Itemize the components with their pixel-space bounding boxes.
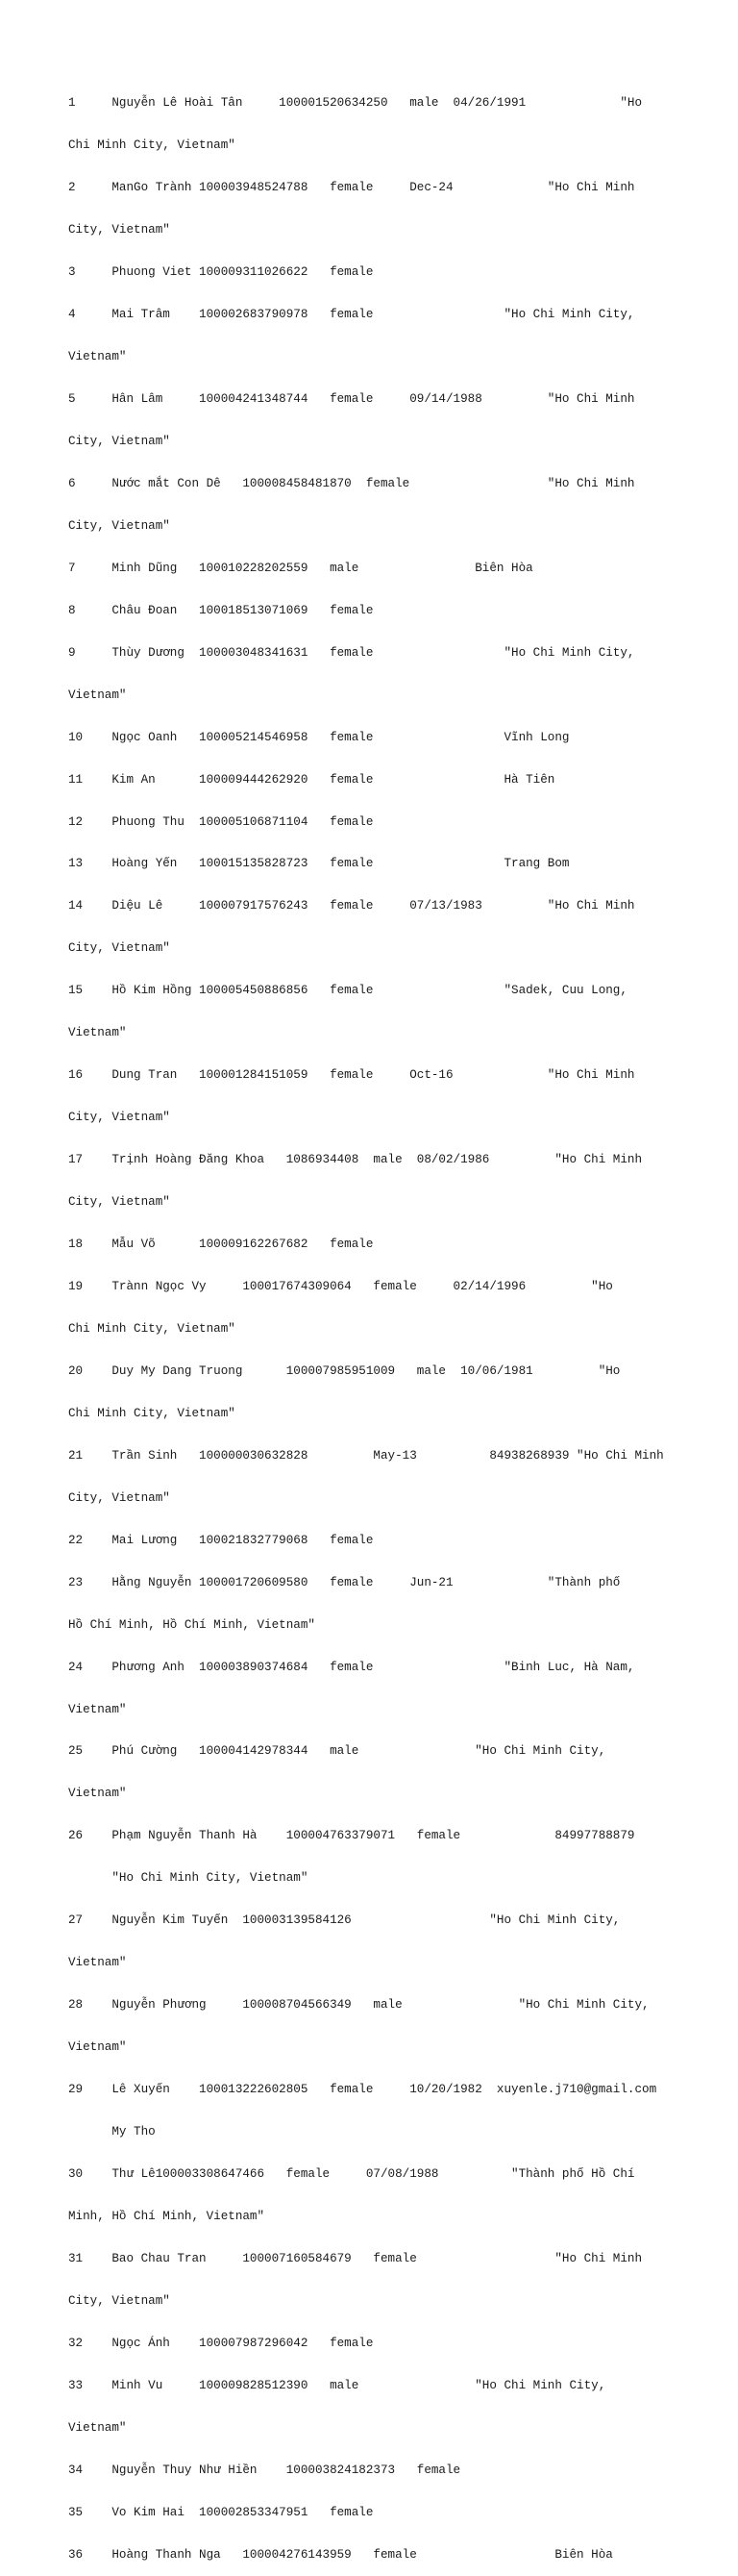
text-line: 34 Nguyễn Thuy Như Hiền 100003824182373 female	[68, 2463, 461, 2477]
text-line: 4 Mai Trâm 100002683790978 female "Ho Chi Minh City,	[68, 308, 635, 322]
text-line: City, Vietnam"	[68, 223, 170, 238]
text-line: 23 Hằng Nguyễn 100001720609580 female Jun-21 "Thành phố	[68, 1575, 621, 1589]
text-line: 11 Kim An 100009444262920 female Hà Tiên	[68, 772, 555, 787]
text-line: Vietnam"	[68, 1702, 127, 1716]
text-line: 6 Nước mắt Con Dê 100008458481870 female "Ho Chi Minh	[68, 476, 635, 490]
text-line: 18 Mẫu Võ 100009162267682 female	[68, 1238, 374, 1252]
text-line: Vietnam"	[68, 2420, 127, 2435]
text-line: 31 Bao Chau Tran 100007160584679 female "Ho Chi Minh	[68, 2251, 643, 2265]
text-line: 12 Phuong Thu 100005106871104 female	[68, 814, 374, 829]
text-line: 9 Thùy Dương 100003048341631 female "Ho Chi Minh City,	[68, 645, 635, 660]
text-line: Vietnam"	[68, 2040, 127, 2055]
text-line: Vietnam"	[68, 1956, 127, 1970]
text-line: 29 Lê Xuyến 100013222602805 female 10/20/1982 xuyenle.j710@gmail.com	[68, 2083, 657, 2097]
text-line: Vietnam"	[68, 350, 127, 364]
text-line: City, Vietnam"	[68, 434, 170, 448]
text-line: 13 Hoàng Yến 100015135828723 female Trang Bom	[68, 857, 570, 871]
text-line: 8 Châu Đoan 100018513071069 female	[68, 603, 374, 617]
text-line: 27 Nguyễn Kim Tuyến 100003139584126 "Ho Chi Minh City,	[68, 1913, 621, 1928]
text-line: 22 Mai Lương 100021832779068 female	[68, 1533, 374, 1547]
text-line: 19 Trànn Ngọc Vy 100017674309064 female 02/14/1996 "Ho	[68, 1280, 613, 1293]
text-line: Vietnam"	[68, 1787, 127, 1801]
text-line: 15 Hồ Kim Hồng 100005450886856 female "Sadek, Cuu Long,	[68, 984, 627, 998]
text-line: City, Vietnam"	[68, 1195, 170, 1210]
text-line: 21 Trần Sinh 100000030632828 May-13 84938268939 "Ho Chi Minh	[68, 1448, 664, 1463]
text-line: 2 ManGo Trành 100003948524788 female Dec-24 "Ho Chi Minh	[68, 181, 635, 195]
text-line: Vietnam"	[68, 1026, 127, 1040]
text-line: 5 Hân Lâm 100004241348744 female 09/14/1988 "Ho Chi Minh	[68, 391, 635, 406]
text-line: 7 Minh Dũng 100010228202559 male Biên Hòa	[68, 561, 533, 575]
text-line: 1 Nguyễn Lê Hoài Tân 100001520634250 male 04/26/1991 "Ho	[68, 96, 643, 111]
text-line: My Tho	[68, 2125, 156, 2139]
text-line: 26 Phạm Nguyễn Thanh Hà 100004763379071 female 84997788879	[68, 1829, 635, 1843]
text-line: 32 Ngọc Ánh 100007987296042 female	[68, 2336, 374, 2350]
text-line: 28 Nguyễn Phương 100008704566349 male "Ho Chi Minh City,	[68, 1998, 650, 2013]
text-line: 14 Diệu Lê 100007917576243 female 07/13/1983 "Ho Chi Minh	[68, 899, 635, 913]
document-text-body	[68, 68, 683, 2576]
text-line: 24 Phương Anh 100003890374684 female "Binh Luc, Hà Nam,	[68, 1660, 635, 1674]
text-line: 30 Thư Lê100003308647466 female 07/08/1988 "Thành phố Hồ Chí	[68, 2167, 635, 2182]
text-line: City, Vietnam"	[68, 1111, 170, 1125]
text-line: 33 Minh Vu 100009828512390 male "Ho Chi Minh City,	[68, 2378, 606, 2392]
text-line: Hồ Chí Minh, Hồ Chí Minh, Vietnam"	[68, 1617, 315, 1632]
text-line: Chi Minh City, Vietnam"	[68, 1321, 235, 1336]
text-line: Minh, Hồ Chí Minh, Vietnam"	[68, 2209, 265, 2223]
text-line: City, Vietnam"	[68, 1490, 170, 1505]
text-line: Chi Minh City, Vietnam"	[68, 1406, 235, 1420]
text-line: 35 Vo Kim Hai 100002853347951 female	[68, 2505, 374, 2519]
text-line: 16 Dung Tran 100001284151059 female Oct-16 "Ho Chi Minh	[68, 1068, 635, 1083]
text-line: "Ho Chi Minh City, Vietnam"	[68, 1871, 308, 1886]
text-line: 20 Duy My Dang Truong 100007985951009 male 10/06/1981 "Ho	[68, 1363, 621, 1378]
text-line: City, Vietnam"	[68, 941, 170, 956]
text-line: City, Vietnam"	[68, 518, 170, 533]
text-line: Vietnam"	[68, 688, 127, 702]
text-line: 17 Trịnh Hoàng Đăng Khoa 1086934408 male 08/02/1986 "Ho Chi Minh	[68, 1153, 643, 1167]
text-line: 25 Phú Cường 100004142978344 male "Ho Chi Minh City,	[68, 1744, 606, 1759]
text-line: 10 Ngọc Oanh 100005214546958 female Vĩnh Long	[68, 730, 570, 744]
text-line: City, Vietnam"	[68, 2293, 170, 2308]
text-line: Chi Minh City, Vietnam"	[68, 138, 235, 153]
text-line: 3 Phuong Viet 100009311026622 female	[68, 265, 374, 280]
text-line: 36 Hoàng Thanh Nga 100004276143959 female Biên Hòa	[68, 2547, 613, 2562]
